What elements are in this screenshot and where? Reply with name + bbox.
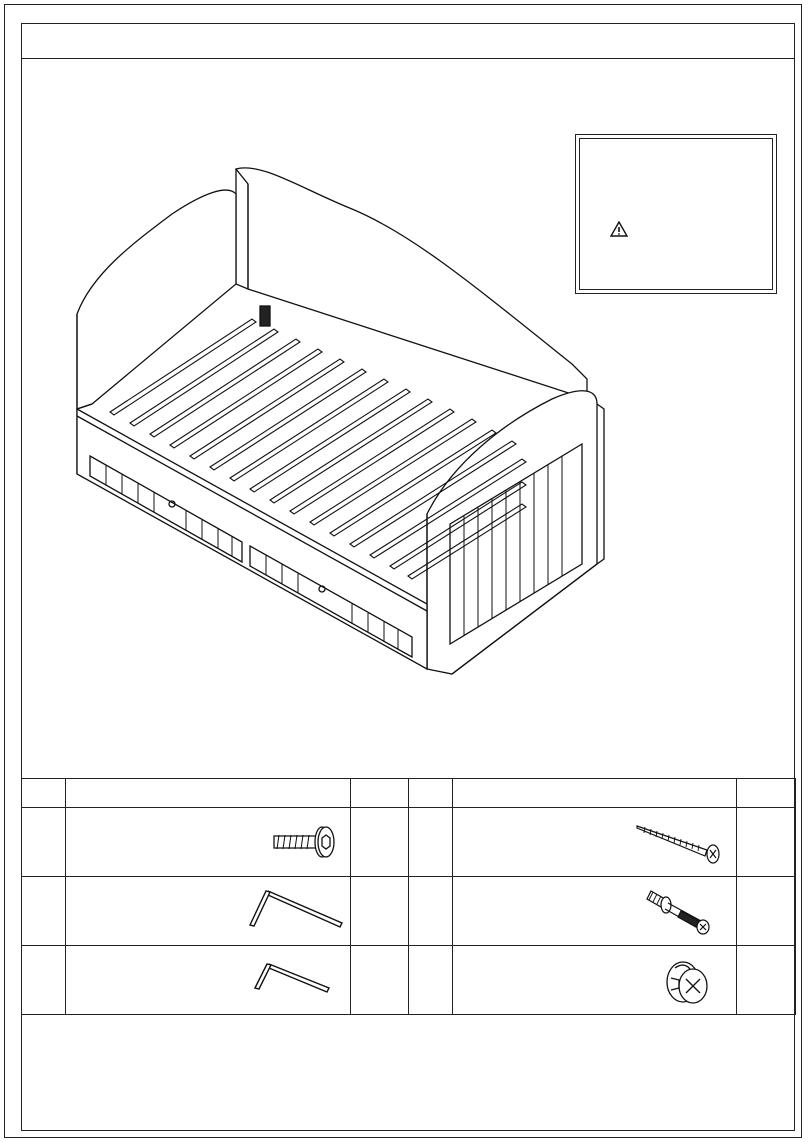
header-cell-qty-right xyxy=(737,779,796,808)
part-id-cell xyxy=(22,808,66,877)
table-row xyxy=(22,877,796,946)
part-qty-cell xyxy=(351,946,409,1015)
part-qty-cell xyxy=(351,877,409,946)
header-cell-id-right xyxy=(409,779,453,808)
part-cell xyxy=(66,808,351,877)
warning-box-inner xyxy=(579,138,773,290)
hex-socket-bolt-icon xyxy=(266,818,341,866)
header-cell-id-left xyxy=(22,779,66,808)
part-cell xyxy=(66,946,351,1015)
part-id-cell xyxy=(22,877,66,946)
table-row xyxy=(22,808,796,877)
part-qty-cell xyxy=(351,808,409,877)
header-cell-part-left xyxy=(66,779,351,808)
part-id-cell xyxy=(409,808,453,877)
allen-key-small-icon xyxy=(251,958,336,998)
part-qty-cell xyxy=(737,877,796,946)
cam-bolt-dowel-icon xyxy=(641,885,726,941)
header-cell-qty-left xyxy=(351,779,409,808)
page-inner-frame xyxy=(21,23,795,1131)
header-band xyxy=(22,24,794,59)
hardware-table xyxy=(21,778,796,1015)
part-qty-cell xyxy=(737,808,796,877)
hardware-table-header xyxy=(22,779,796,808)
part-cell xyxy=(453,877,737,946)
part-id-cell xyxy=(409,946,453,1015)
allen-key-large-icon xyxy=(246,885,346,937)
warning-triangle-icon xyxy=(610,221,628,237)
daybed-illustration xyxy=(52,164,622,694)
cam-lock-nut-icon xyxy=(661,954,721,1010)
warning-box xyxy=(575,134,777,294)
page-outer-border xyxy=(4,4,802,1138)
header-cell-part-right xyxy=(453,779,737,808)
part-qty-cell xyxy=(737,946,796,1015)
footer-notes-area xyxy=(22,1014,794,1132)
wood-screw-icon xyxy=(633,820,728,865)
part-id-cell xyxy=(409,877,453,946)
part-cell xyxy=(453,808,737,877)
part-cell xyxy=(66,877,351,946)
part-id-cell xyxy=(22,946,66,1015)
part-cell xyxy=(453,946,737,1015)
table-row xyxy=(22,946,796,1015)
